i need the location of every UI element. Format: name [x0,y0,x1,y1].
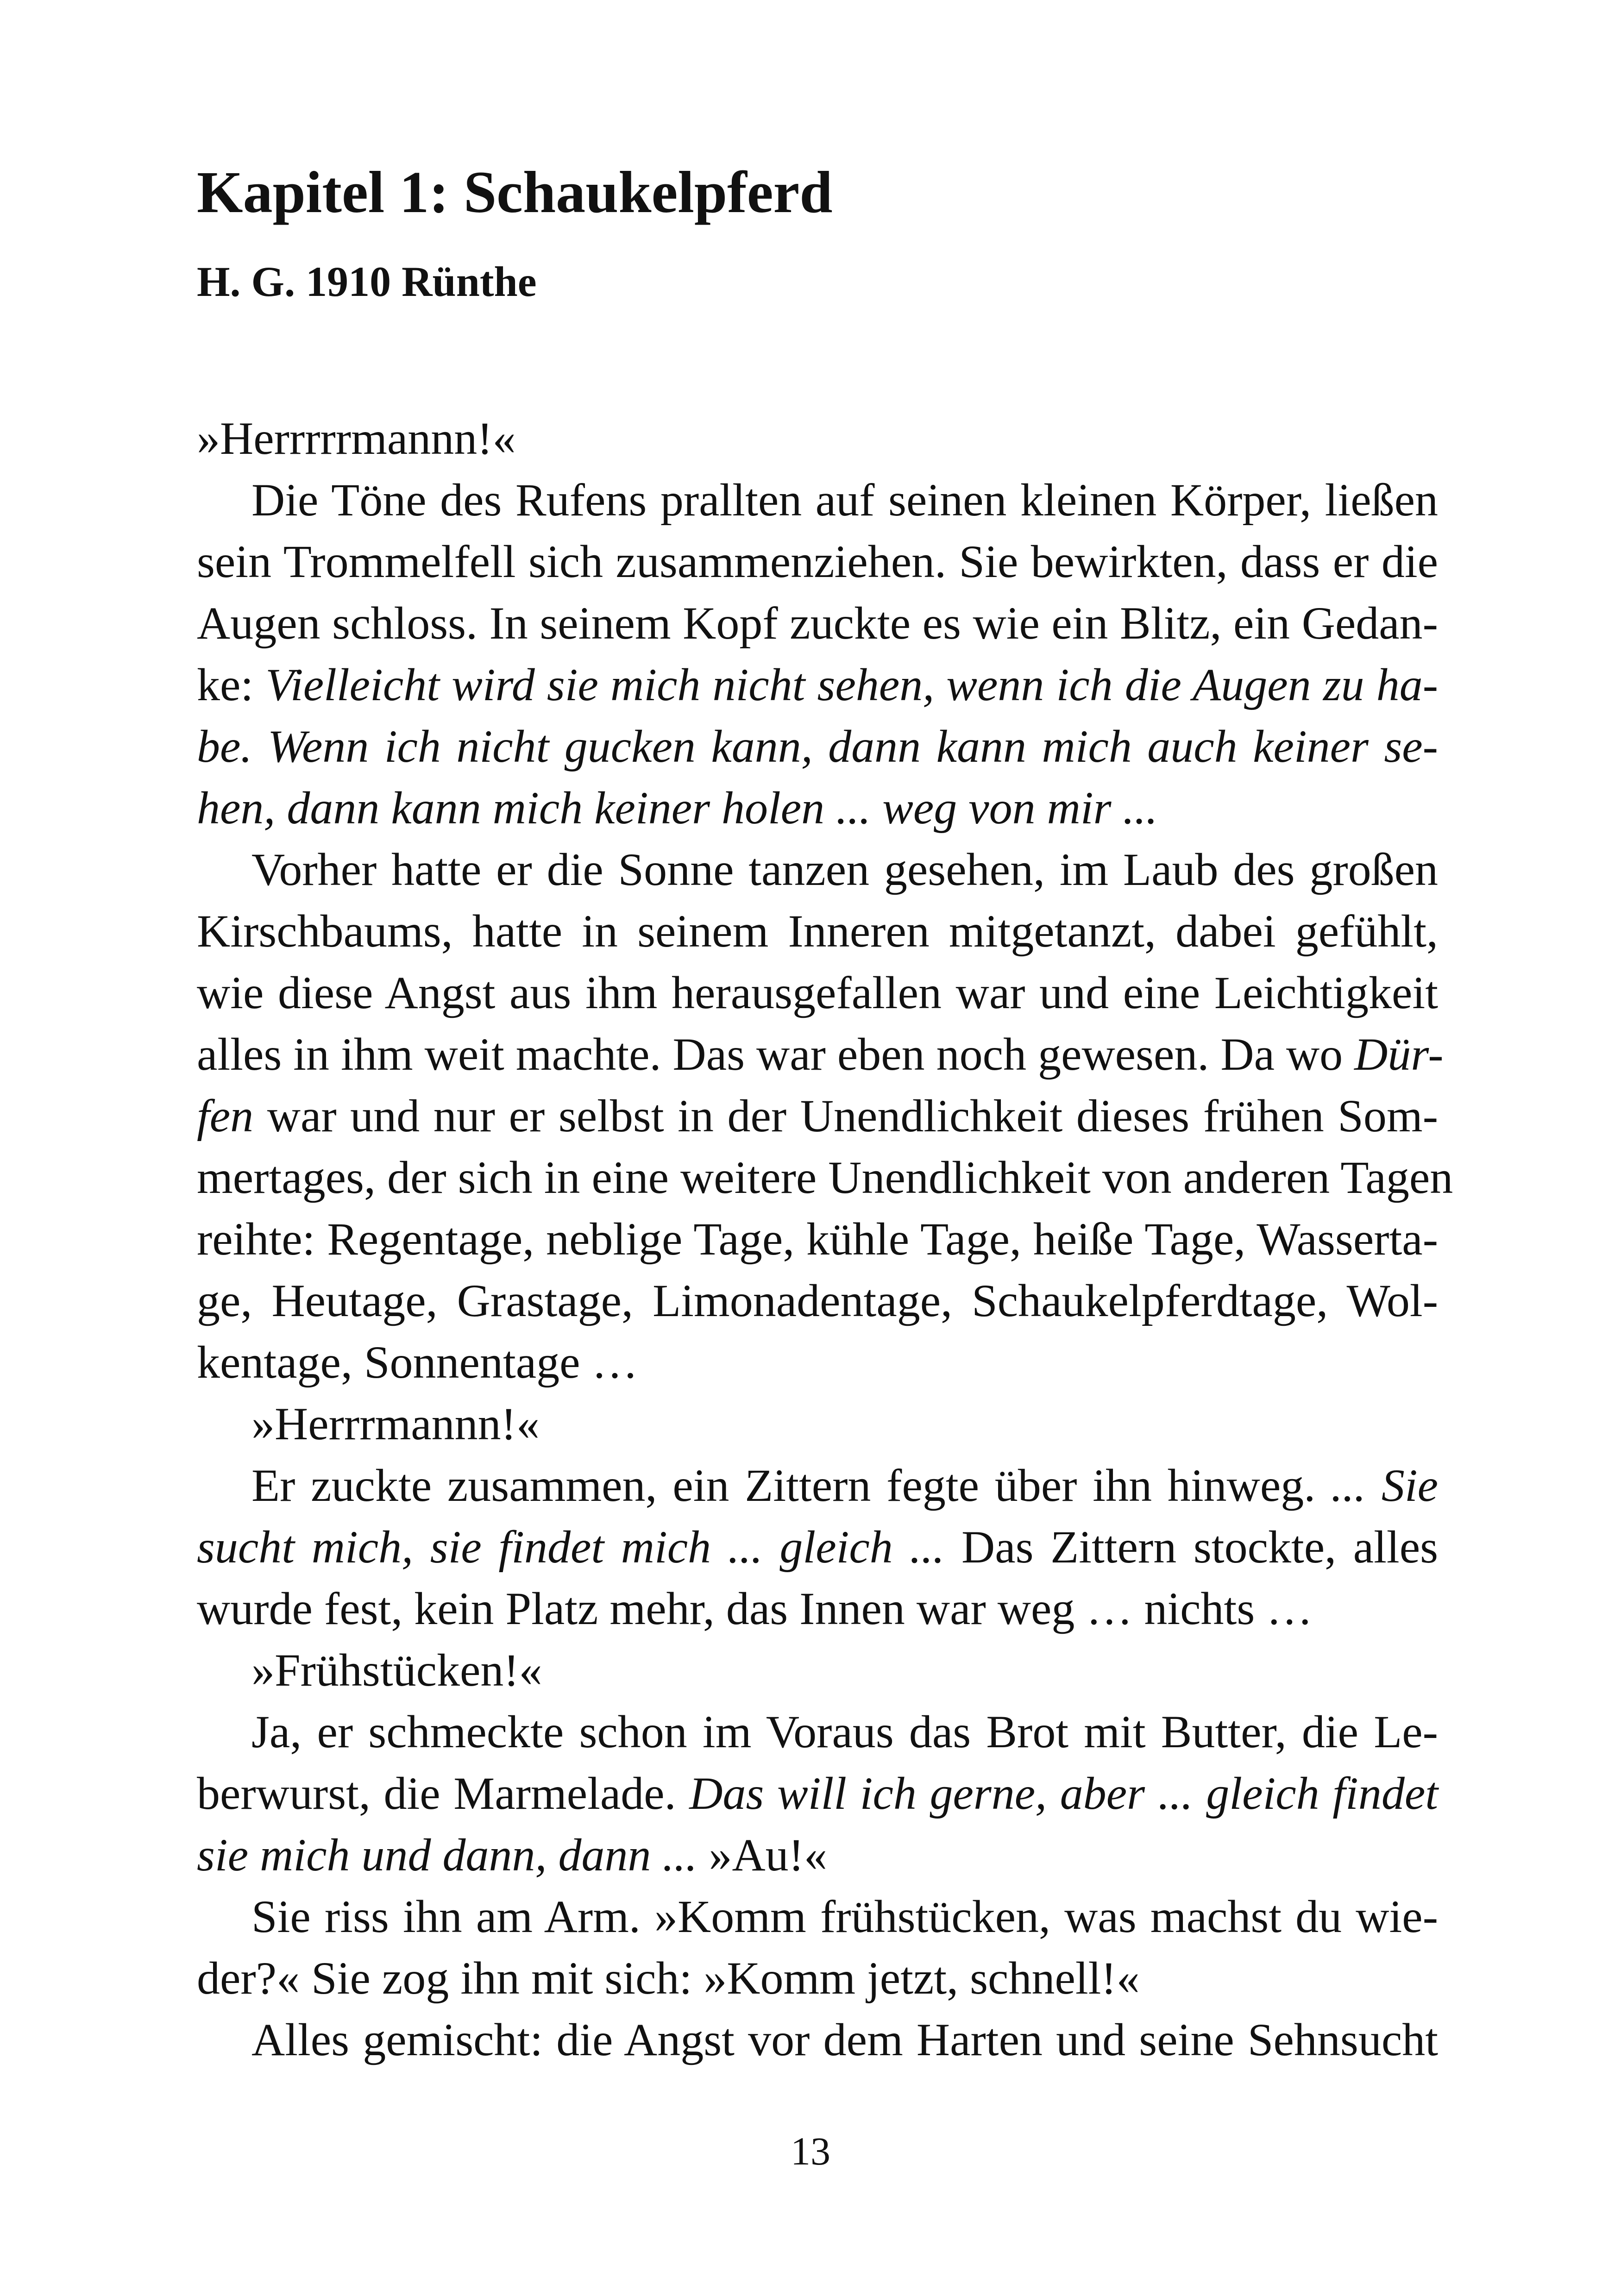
italic-run: Dür- [1354,1029,1444,1080]
body-text [197,408,1453,2070]
chapter-title: Kapitel 1: Schaukelpferd [197,159,833,225]
text-line [197,1824,1438,1886]
text-line [197,1639,1438,1701]
text-run: alles in ihm weit machte. Das war eben noch gewesen. Da wo [197,1029,1355,1080]
text-line [197,962,1438,1023]
text-run: Augen schloss. In seinem Kopf zuckte es wie ein Blitz, ein Gedan- [197,597,1438,649]
text-run: Sie riss ihn am Arm. »Komm frühstücken, was machst du wie- [251,1891,1438,1942]
text-line [197,1578,1438,1639]
italic-run: sie mich und dann, dann ... [197,1829,697,1881]
text-run: wie diese Angst aus ihm herausgefallen war und eine Leichtigkeit [197,967,1438,1018]
text-run: »Herrrmannn!« [251,1398,540,1449]
text-line [197,1147,1453,1208]
text-run: kentage, Sonnentage … [197,1336,638,1388]
text-run: berwurst, die Marmelade. [197,1768,690,1819]
italic-run: hen, dann kann mich keiner holen ... weg von mir ... [197,782,1158,834]
text-line [197,1947,1438,2009]
text-run: der?« Sie zog ihn mit sich: »Komm jetzt, schnell!« [197,1952,1140,2004]
text-line [197,1270,1438,1331]
text-line [197,839,1438,900]
text-line [197,1023,1444,1085]
text-run: wurde fest, kein Platz mehr, das Innen war weg … nichts … [197,1583,1313,1634]
text-line [197,1085,1438,1147]
text-line [197,592,1438,654]
text-run: Er zuckte zusammen, ein Zittern fegte über ihn hinweg. [251,1460,1332,1511]
page-number: 13 [791,2129,830,2173]
italic-run: fen [197,1090,254,1142]
text-run: reihte: Regentage, neblige Tage, kühle Tage, heiße Tage, Wasserta- [197,1213,1438,1265]
text-line [197,715,1438,777]
text-run: Ja, er schmeckte schon im Voraus das Brot mit Butter, die Le- [251,1706,1438,1757]
text-line [197,469,1438,531]
text-line [197,1208,1438,1270]
italic-run: be. Wenn ich nicht gucken kann, dann kann mich auch keiner se- [197,721,1438,772]
italic-run: ... Sie [1331,1460,1439,1511]
text-line [197,1886,1438,1947]
text-run: Kirschbaums, hatte in seinem Inneren mitgetanzt, dabei gefühlt, [197,905,1438,957]
text-run: ke: [197,659,266,710]
text-run: »Herrrrrmannn!« [197,413,516,464]
text-run: Das Zittern stockte, alles [944,1521,1439,1573]
text-line [197,777,1438,839]
text-line [197,1763,1438,1824]
text-line [197,2009,1438,2070]
text-line [197,1455,1438,1516]
text-line [197,1701,1438,1763]
text-line [197,1516,1438,1578]
text-line [197,1393,1438,1455]
text-run: ge, Heutage, Grastage, Limonadentage, Schaukelpferdtage, Wol- [197,1275,1438,1326]
italic-run: Vielleicht wird sie mich nicht sehen, wenn ich die Augen zu ha- [265,659,1439,710]
italic-run: sucht mich, sie findet mich ... gleich ... [197,1521,945,1573]
text-line [197,1331,1438,1393]
text-line [197,408,1438,469]
text-line [197,531,1438,592]
text-run: Alles gemischt: die Angst vor dem Harten und seine Sehnsucht [251,2014,1438,2065]
text-run: »Au!« [697,1829,827,1881]
text-run: Vorher hatte er die Sonne tanzen gesehen, im Laub des großen [251,844,1438,895]
text-line [197,900,1438,962]
italic-run: Das will ich gerne, aber ... gleich findet [689,1768,1438,1819]
text-line [197,654,1438,715]
text-run: mertages, der sich in eine weitere Unendlichkeit von anderen Tagen [197,1152,1453,1203]
text-run: war und nur er selbst in der Unendlichkeit dieses frühen Som- [253,1090,1438,1142]
chapter-subtitle: H. G. 1910 Rünthe [197,258,537,305]
text-run: Die Töne des Rufens prallten auf seinen kleinen Körper, ließen [251,474,1438,526]
text-run: »Frühstücken!« [251,1644,542,1696]
text-run: sein Trommelfell sich zusammenziehen. Sie bewirkten, dass er die [197,536,1438,587]
